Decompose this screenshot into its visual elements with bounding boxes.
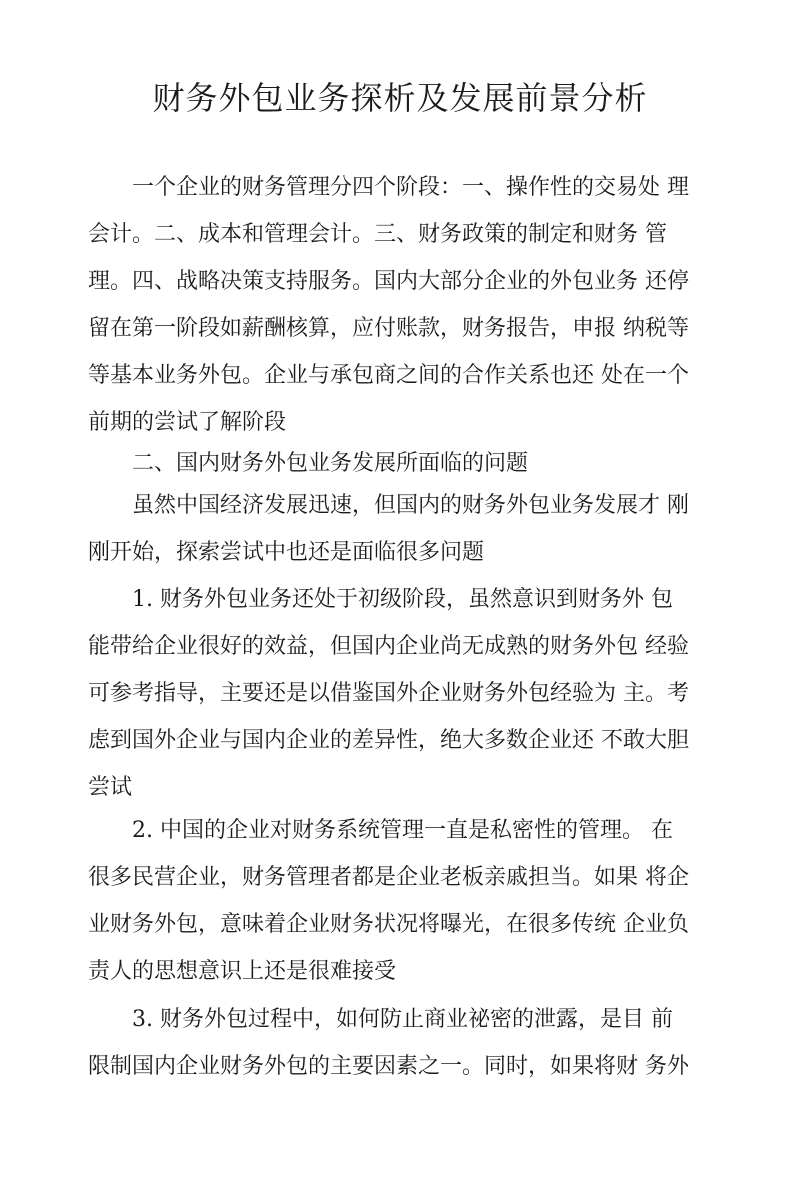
paragraph-line: 1. 财务外包业务还处于初级阶段，虽然意识到财务外 包 [88,587,673,612]
paragraph-line: 留在第一阶段如薪酬核算，应付账款，财务报告，申报 纳税等 [88,316,689,341]
paragraph-line: 一个企业的财务管理分四个阶段：一、操作性的交易处 理 [88,175,689,200]
paragraph-line: 理。四、战略决策支持服务。国内大部分企业的外包业务 还停 [88,269,689,294]
document-title: 财务外包业务探析及发展前景分析 [152,79,648,117]
paragraph-line: 虑到国外企业与国内企业的差异性，绝大多数企业还 不敢大胆 [88,728,689,753]
paragraph-line: 业财务外包，意味着企业财务状况将曝光，在很多传统 企业负 [88,912,689,937]
paragraph-line: 责人的思想意识上还是很难接受 [88,959,397,984]
paragraph-line: 2. 中国的企业对财务系统管理一直是私密性的管理。 在 [88,818,673,843]
paragraph-line: 等基本业务外包。企业与承包商之间的合作关系也还 处在一个 [88,363,689,388]
paragraph-line: 可参考指导，主要还是以借鉴国外企业财务外包经验为 主。考 [88,681,689,706]
paragraph-line: 前期的尝试了解阶段 [88,410,287,435]
paragraph-line: 虽然中国经济发展迅速，但国内的财务外包业务发展才 刚 [88,493,689,518]
paragraph-line: 限制国内企业财务外包的主要因素之一。同时，如果将财 务外 [88,1054,689,1079]
paragraph-line: 能带给企业很好的效益，但国内企业尚无成熟的财务外包 经验 [88,634,689,659]
paragraph-line: 很多民营企业，财务管理者都是企业老板亲戚担当。如果 将企 [88,865,689,890]
section-heading: 二、国内财务外包业务发展所面临的问题 [88,451,529,476]
paragraph-line: 尝试 [88,775,133,800]
paragraph-line: 会计。二、成本和管理会计。三、财务政策的制定和财务 管 [88,222,667,247]
paragraph-line: 3. 财务外包过程中，如何防止商业祕密的泄露，是目 前 [88,1007,673,1032]
paragraph-line: 刚开始，探索尝试中也还是面临很多问题 [88,540,485,565]
